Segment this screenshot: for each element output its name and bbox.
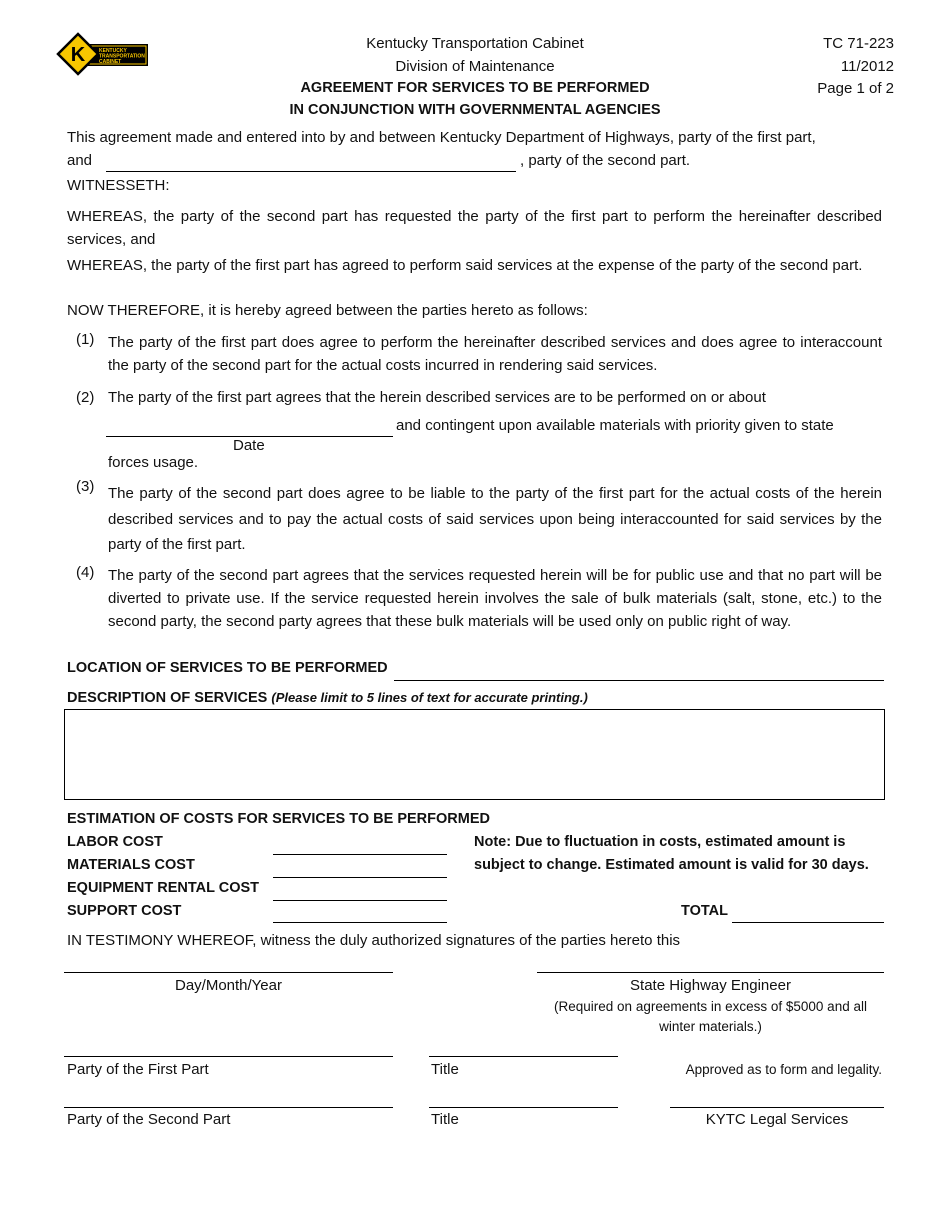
form-title-line2: IN CONJUNCTION WITH GOVERNMENTAL AGENCIES (289, 102, 661, 118)
legal-signature-line[interactable] (670, 1107, 884, 1108)
clause-3-number: (3) (76, 478, 95, 495)
materials-cost-label: MATERIALS COST (67, 857, 195, 873)
date-label: Date (233, 437, 265, 454)
engineer-label: State Highway Engineer (630, 977, 791, 994)
second-party-label: Party of the Second Part (67, 1111, 231, 1128)
page-indicator: Page 1 of 2 (817, 80, 894, 97)
labor-cost-label: LABOR COST (67, 834, 163, 850)
clause-2-tail: forces usage. (108, 454, 199, 471)
whereas-1: WHEREAS, the party of the second part has requested the party of the first part to perform the hereinafter described services, and (67, 208, 882, 248)
engineer-note-line2: winter materials.) (659, 1019, 762, 1034)
costs-heading: ESTIMATION OF COSTS FOR SERVICES TO BE PERFORMED (67, 811, 490, 827)
clause-2-number: (2) (76, 389, 95, 406)
approved-label: Approved as to form and legality. (685, 1062, 882, 1077)
cost-note-line1: Note: Due to fluctuation in costs, estimated amount is (474, 834, 846, 850)
second-party-title-label: Title (431, 1111, 459, 1128)
total-field[interactable] (732, 902, 884, 923)
date-signature-label: Day/Month/Year (174, 977, 282, 994)
materials-cost-field[interactable] (273, 857, 447, 878)
and-label: and (67, 152, 93, 169)
equipment-cost-field[interactable] (273, 880, 447, 901)
testimony-text: IN TESTIMONY WHEREOF, witness the duly authorized signatures of the parties hereto this (67, 932, 681, 949)
description-note: (Please limit to 5 lines of text for accurate printing.) (271, 690, 588, 705)
clause-1-number: (1) (76, 331, 95, 348)
header-block (220, 35, 730, 118)
engineer-signature-line[interactable] (537, 972, 884, 973)
now-therefore: NOW THEREFORE, it is hereby agreed between the parties hereto as follows: (67, 302, 588, 319)
kytc-logo (56, 32, 150, 76)
form-title-line1: AGREEMENT FOR SERVICES TO BE PERFORMED (300, 80, 650, 96)
total-label: TOTAL (681, 903, 728, 919)
agency-name: Kentucky Transportation Cabinet (366, 35, 584, 52)
first-party-signature-line[interactable] (64, 1056, 393, 1057)
second-party-suffix: , party of the second part. (520, 152, 691, 169)
clause-3-text: The party of the second part does agree to be liable to the party of the first part for the actual costs of the herein described services and to pay the actual costs of said services upon being interaccounted for said services by the party of the first part. (108, 485, 882, 553)
description-box (64, 709, 885, 800)
form-date: 11/2012 (840, 58, 894, 75)
whereas-2: WHEREAS, the party of the first part has agreed to perform said services at the expense of the party of the second part. (67, 257, 863, 274)
logo-text-3: CABINET (99, 59, 122, 65)
witnesseth-label: WITNESSETH: (67, 177, 170, 194)
logo-text-2: TRANSPORTATION (99, 53, 145, 60)
kytc-logo-graphic (56, 32, 150, 76)
description-heading (67, 690, 588, 706)
location-label: LOCATION OF SERVICES TO BE PERFORMED (67, 660, 388, 676)
location-field[interactable] (394, 659, 884, 681)
second-party-signature-line[interactable] (64, 1107, 393, 1108)
intro-line1: This agreement made and entered into by and between Kentucky Department of Highways, party of the first part, (67, 129, 816, 146)
logo-text-1: KENTUCKY (99, 48, 127, 54)
clause-2-text: The party of the first part agrees that the herein described services are to be performed on or about (108, 389, 766, 406)
form-meta (760, 35, 894, 97)
second-party-title-line[interactable] (429, 1107, 618, 1108)
clause-4-text: The party of the second part agrees that the services requested herein will be for public use and that no part will be diverted to private use. If the service requested herein involves the sale of bulk materials (salt, stone, etc.) to the second party, the second party agrees that these bulk materials will be used only on public right of way. (108, 567, 882, 630)
second-party-name-field[interactable] (106, 150, 516, 172)
date-signature-line[interactable] (64, 972, 393, 973)
support-cost-field[interactable] (273, 902, 447, 923)
clause-4-number: (4) (76, 564, 95, 581)
form-number: TC 71-223 (823, 35, 894, 52)
support-cost-label: SUPPORT COST (67, 903, 182, 919)
engineer-note-line1: (Required on agreements in excess of $5000 and all (554, 999, 867, 1014)
service-date-field[interactable] (106, 415, 393, 437)
division-name: Division of Maintenance (395, 58, 555, 75)
first-party-title-line[interactable] (429, 1056, 618, 1057)
logo-letter: K (70, 44, 86, 66)
labor-cost-field[interactable] (273, 834, 447, 855)
description-textarea[interactable] (65, 710, 884, 799)
clause-2-after-date: and contingent upon available materials with priority given to state (396, 417, 834, 434)
first-party-title-label: Title (431, 1061, 459, 1078)
cost-note-line2: subject to change. Estimated amount is valid for 30 days. (474, 857, 869, 873)
description-label: DESCRIPTION OF SERVICES (67, 690, 268, 706)
equipment-cost-label: EQUIPMENT RENTAL COST (67, 880, 259, 896)
legal-services-label: KYTC Legal Services (705, 1111, 849, 1128)
first-party-label: Party of the First Part (67, 1061, 209, 1078)
clause-1-text: The party of the first part does agree to perform the hereinafter described services and does agree to interaccount the party of the second part for the actual costs incurred in rendering said services. (108, 334, 882, 374)
